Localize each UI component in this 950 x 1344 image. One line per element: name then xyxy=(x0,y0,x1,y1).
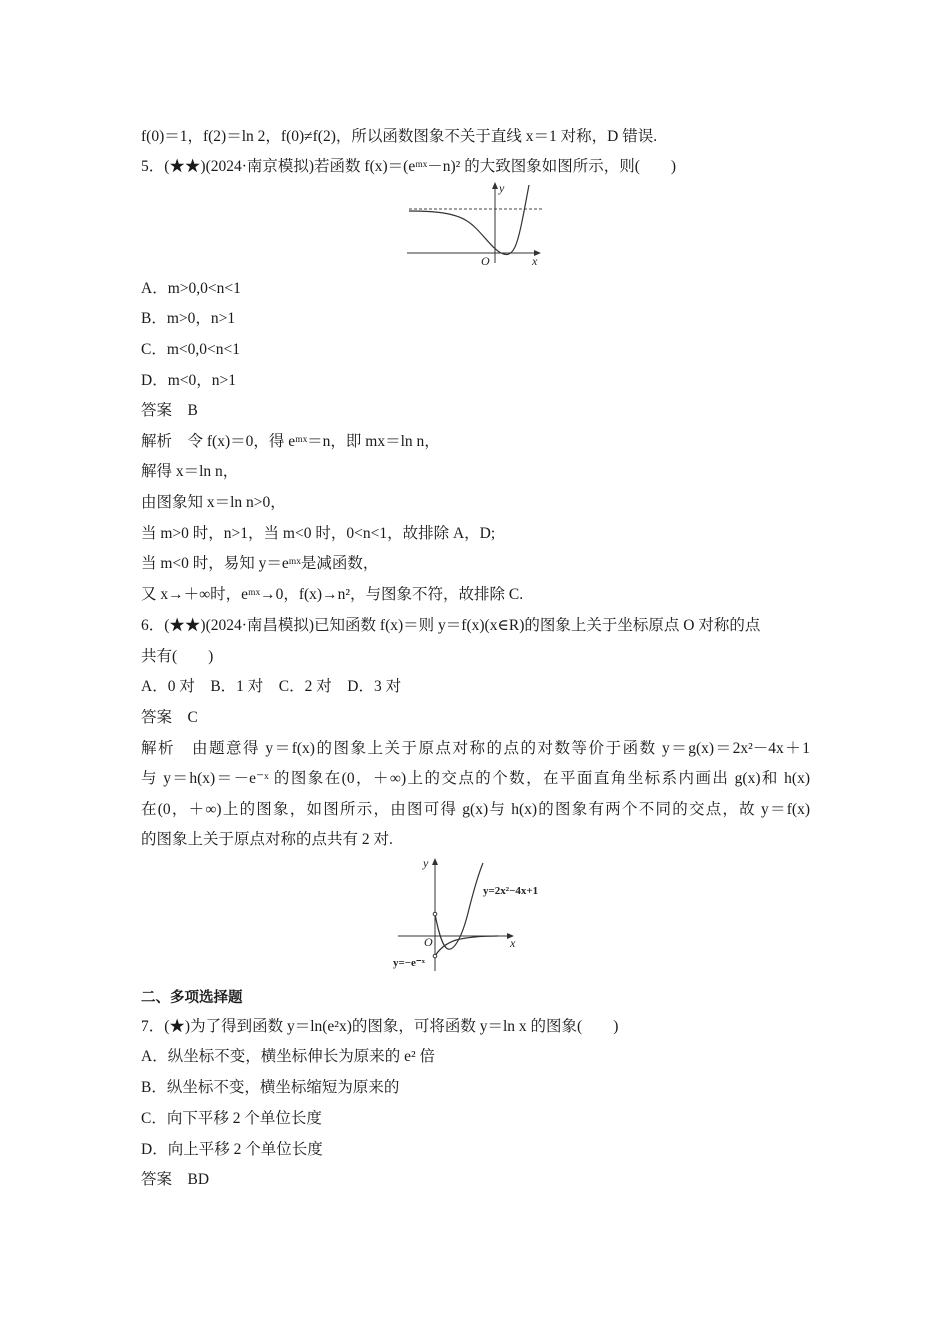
q6-answer: 答案 C xyxy=(141,709,198,726)
q5-analysis-2: 解得 x＝ln n， xyxy=(141,463,239,480)
prev-solution-conclusion: f(0)＝1，f(2)＝ln 2，f(0)≠f(2)，所以函数图象不关于直线 x＝1 对称，D 错误. xyxy=(141,128,658,145)
q5-analysis-4: 当 m>0 时，n>1，当 m<0 时，0<n<1，故排除 A，D; xyxy=(141,525,496,542)
figure2-origin-label: O xyxy=(424,935,433,949)
q5-answer: 答案 B xyxy=(141,402,198,419)
q5-option-c: C．m<0,0<n<1 xyxy=(141,341,240,358)
figure1-curve xyxy=(409,185,529,255)
figure2-g-start-point xyxy=(433,912,437,916)
q5-option-b: B．m>0，n>1 xyxy=(141,310,236,327)
q5-option-a: A．m>0,0<n<1 xyxy=(141,280,241,297)
q7-option-a: A．纵坐标不变，横坐标伸长为原来的 e² 倍 xyxy=(141,1048,435,1065)
figure-q6-graph xyxy=(390,855,570,973)
q6-options: A．0 对 B．1 对 C．2 对 D．3 对 xyxy=(141,678,402,695)
figure2-curve-h xyxy=(435,936,498,956)
q6-analysis-4: 的图象上关于原点对称的点共有 2 对. xyxy=(141,831,393,848)
question-5-stem: 5．(★★)(2024·南京模拟)若函数 f(x)＝(eᵐˣ－n)² 的大致图象如图所示，则( ) xyxy=(141,158,677,175)
figure2-g-label: y=2x²−4x+1 xyxy=(483,885,539,897)
q5-analysis-3: 由图象知 x＝ln n>0， xyxy=(141,494,286,511)
figure2-h-start-point xyxy=(433,954,437,958)
q5-option-d: D．m<0，n>1 xyxy=(141,372,236,389)
figure1-origin-label: O xyxy=(481,254,490,268)
q7-option-d: D．向上平移 2 个单位长度 xyxy=(141,1141,323,1158)
question-6-stem-cont: 共有( ) xyxy=(141,648,214,665)
figure2-x-label: x xyxy=(510,936,516,950)
q5-analysis-6: 又 x→＋∞时，eᵐˣ→0，f(x)→n²，与图象不符，故排除 C. xyxy=(141,586,524,603)
q5-analysis-1: 解析 令 f(x)＝0，得 eᵐˣ＝n，即 mx＝ln n， xyxy=(141,433,440,450)
question-6-stem: 6．(★★)(2024·南昌模拟)已知函数 f(x)＝则 y＝f(x)(x∈R)的图象上关于坐标原点 O 对称的点 xyxy=(141,617,761,634)
figure-q5-graph xyxy=(405,181,545,266)
q7-answer: 答案 BD xyxy=(141,1171,210,1188)
q7-option-c: C．向下平移 2 个单位长度 xyxy=(141,1110,322,1127)
q6-analysis-1: 解析 由题意得 y＝f(x)的图象上关于原点对称的点的对数等价于函数 y＝g(x)＝2x²－4x＋1 xyxy=(141,740,810,757)
section-heading-multi-choice: 二、多项选择题 xyxy=(141,990,243,1006)
question-7-stem: 7．(★)为了得到函数 y＝ln(e²x)的图象，可将函数 y＝ln x 的图象( ) xyxy=(141,1018,619,1035)
q6-analysis-3: 在(0，＋∞)上的图象，如图所示，由图可得 g(x)与 h(x)的图象有两个不同的交点，故 y＝f(x) xyxy=(141,801,810,818)
figure2-h-label: y=−e⁻ˣ xyxy=(393,957,425,969)
figure1-y-arrow xyxy=(492,182,498,189)
q6-analysis-2: 与 y＝h(x)＝－e⁻ˣ 的图象在(0，＋∞)上的交点的个数，在平面直角坐标系内画出 g(x)和 h(x) xyxy=(141,770,810,787)
figure2-y-label: y xyxy=(423,856,429,870)
figure1-y-label: y xyxy=(499,181,505,195)
q5-analysis-5: 当 m<0 时，易知 y＝eᵐˣ是减函数， xyxy=(141,555,379,572)
figure1-x-label: x xyxy=(532,254,538,268)
q7-option-b: B．纵坐标不变，横坐标缩短为原来的 xyxy=(141,1079,400,1096)
figure2-y-arrow xyxy=(432,858,438,865)
